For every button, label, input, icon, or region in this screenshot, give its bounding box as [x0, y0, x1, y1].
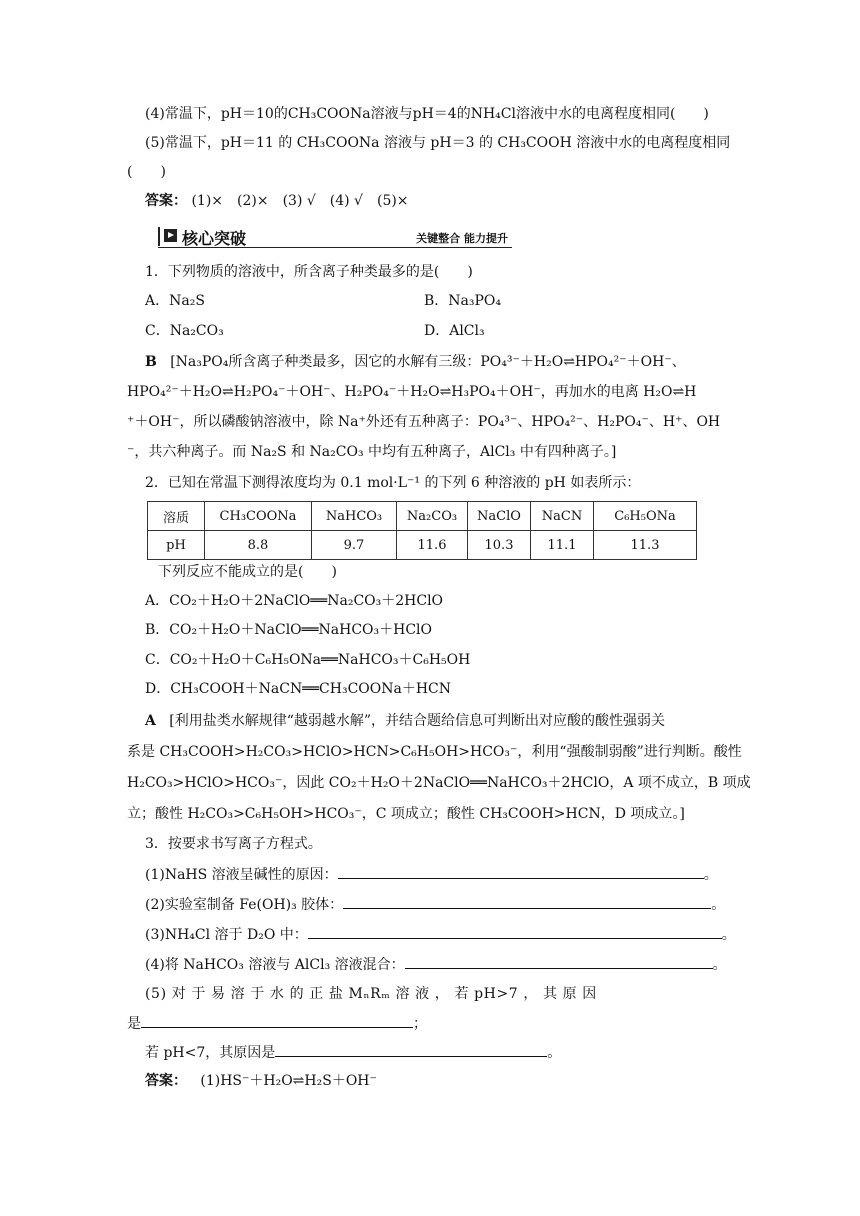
section-bar	[158, 227, 160, 246]
q1-explanation-1: B [Na₃PO₄所含离子种类最多，因它的水解有三级：PO₄³⁻＋H₂O⇌HPO₄²⁻＋OH⁻、	[145, 354, 686, 370]
q2-option-d: D．CH₃COOH＋NaCN══CH₃COONa＋HCN	[145, 681, 452, 697]
q1-option-d: D．AlCl₃	[424, 323, 485, 339]
q1-answer: B	[145, 354, 157, 370]
q1-option-b: B．Na₃PO₄	[424, 293, 502, 309]
question-5-bracket: ( )	[127, 164, 166, 180]
table-cell: Na₂CO₃	[397, 502, 468, 531]
q3-answer-line	[145, 1071, 377, 1091]
q3-stem: 3．按要求书写离子方程式。	[145, 836, 322, 852]
question-5: (5)常温下，pH＝11 的 CH₃COONa 溶液与 pH＝3 的 CH₃COOH 溶液中水的电离程度相同	[145, 135, 731, 151]
table-cell: 10.3	[468, 531, 531, 560]
section-title: 核心突破	[182, 229, 247, 248]
ph-table	[147, 501, 697, 560]
q1-option-a: A．Na₂S	[145, 293, 205, 309]
q1-option-c: C．Na₂CO₃	[145, 323, 224, 339]
answer-label: 答案：	[145, 193, 187, 209]
q2-explanation-4: 立；酸性 H₂CO₃>C₆H₅OH>HCO₃⁻，C 项成立；酸性 CH₃COOH>HCN，D 项成立。]	[127, 806, 685, 822]
answer-blank[interactable]	[405, 954, 713, 969]
q1-explanation-3: ⁺＋OH⁻，所以磷酸钠溶液中，除 Na⁺外还有五种离子：PO₄³⁻、HPO₄²⁻、H₂PO₄⁻、H⁺、OH	[127, 414, 721, 430]
q2-option-c: C．CO₂＋H₂O＋C₆H₅ONa══NaHCO₃＋C₆H₅OH	[145, 652, 471, 668]
table-cell: 11.6	[397, 531, 468, 560]
answer-blank[interactable]	[141, 1013, 413, 1028]
answer-line-top	[145, 191, 409, 211]
q3-part-1: (1)NaHS 溶液呈碱性的原因： 。	[145, 864, 718, 885]
q3-part-4: (4)将 NaHCO₃ 溶液与 AlCl₃ 溶液混合： 。	[145, 954, 727, 975]
q3-part-5-line-3: 若 pH<7，其原因是 。	[145, 1042, 561, 1063]
q2-option-b: B．CO₂＋H₂O＋NaClO══NaHCO₃＋HClO	[145, 622, 432, 638]
q3-part-2: (2)实验室制备 Fe(OH)₃ 胶体： 。	[145, 894, 725, 915]
q1-stem: 1．下列物质的溶液中，所含离子种类最多的是( )	[145, 264, 473, 280]
table-row	[148, 531, 697, 560]
table-cell: NaHCO₃	[312, 502, 397, 531]
q2-option-a: A．CO₂＋H₂O＋2NaClO══Na₂CO₃＋2HClO	[145, 593, 444, 609]
table-cell: C₆H₅ONa	[594, 502, 697, 531]
table-cell: 8.8	[205, 531, 312, 560]
table-cell: 9.7	[312, 531, 397, 560]
answer-blank[interactable]	[275, 1042, 547, 1057]
q1-explanation-2: HPO₄²⁻＋H₂O⇌H₂PO₄⁻＋OH⁻、H₂PO₄⁻＋H₂O⇌H₃PO₄＋OH⁻，再加水的电离 H₂O⇌H	[127, 384, 697, 400]
table-cell: pH	[148, 531, 205, 560]
answer-label: 答案：	[145, 1073, 187, 1089]
answer-blank[interactable]	[338, 864, 704, 879]
table-cell: CH₃COONa	[205, 502, 312, 531]
answer-text: (1)× (2)× (3) √ (4) √ (5)×	[191, 193, 409, 209]
q2-ask: 下列反应不能成立的是( )	[158, 564, 337, 580]
play-triangle-icon	[164, 229, 177, 242]
q2-stem: 2．已知在常温下测得浓度均为 0.1 mol·L⁻¹ 的下列 6 种溶液的 pH 如表所示：	[145, 475, 641, 491]
q3-part-3: (3)NH₄Cl 溶于 D₂O 中： 。	[145, 924, 736, 945]
q2-explanation-1: A [利用盐类水解规律“越弱越水解”，并结合题给信息可判断出对应酸的酸性强弱关	[145, 713, 666, 729]
answer-blank[interactable]	[343, 894, 711, 909]
table-cell: NaCN	[531, 502, 594, 531]
q3-part-5-line-2: 是 ；	[127, 1013, 427, 1034]
q1-explanation-4: ⁻，共六种离子。而 Na₂S 和 Na₂CO₃ 中均有五种离子，AlCl₃ 中有四种离子。]	[127, 444, 617, 460]
q2-answer: A	[145, 713, 156, 729]
question-4: (4)常温下，pH＝10的CH₃COONa溶液与pH＝4的NH₄Cl溶液中水的电离程度相同( )	[145, 106, 709, 122]
section-subtitle: 关键整合 能力提升	[416, 232, 508, 245]
q3-part-5: (5) 对 于 易 溶 于 水 的 正 盐 MₙRₘ 溶 液 ， 若 pH>7 ， 其 原 因	[145, 986, 597, 1002]
table-cell: NaClO	[468, 502, 531, 531]
section-header	[158, 225, 512, 248]
table-cell: 11.3	[594, 531, 697, 560]
table-row	[148, 502, 697, 531]
answer-blank[interactable]	[308, 924, 722, 939]
answer-text: (1)HS⁻＋H₂O⇌H₂S＋OH⁻	[200, 1073, 377, 1089]
q2-explanation-2: 系是 CH₃COOH>H₂CO₃>HClO>HCN>C₆H₅OH>HCO₃⁻，利用“强酸制弱酸”进行判断。酸性	[127, 744, 742, 760]
table-cell: 溶质	[148, 502, 205, 531]
q2-explanation-3: H₂CO₃>HClO>HCO₃⁻，因此 CO₂＋H₂O＋2NaClO══NaHCO₃＋2HClO，A 项不成立，B 项成	[127, 775, 751, 791]
table-cell: 11.1	[531, 531, 594, 560]
